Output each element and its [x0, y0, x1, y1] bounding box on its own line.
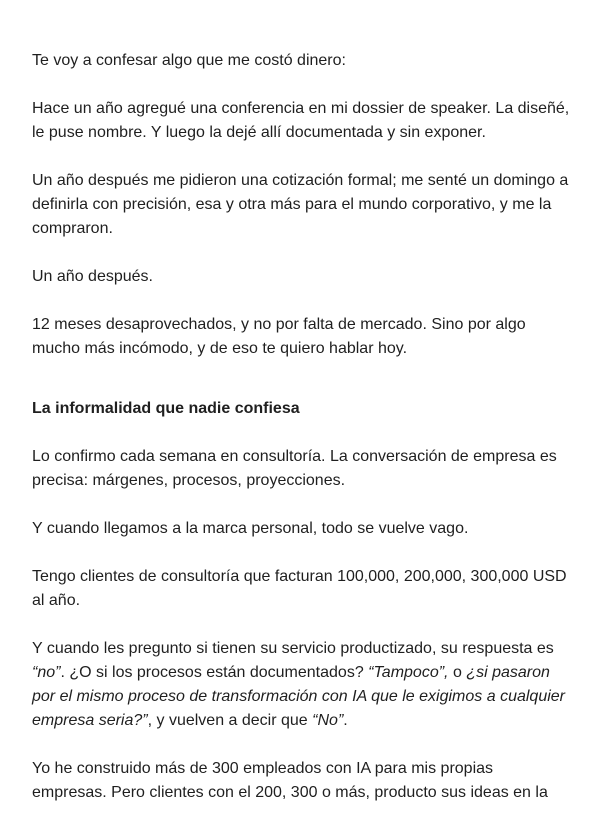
intro-paragraph-2: Hace un año agregué una conferencia en mi dossier de speaker. La diseñé, le puse nombre. Y luego la dejé allí documentada y sin exponer. [32, 100, 570, 141]
section-heading: La informalidad que nadie confiesa [32, 400, 300, 417]
article-body [32, 49, 572, 829]
quote-ia-question: ¿si pasaron por el mismo proceso de transformación con IA que le exigimos a cualquier empresa seria?” [32, 664, 565, 729]
section-paragraph-3: Tengo clientes de consultoría que facturan 100,000, 200,000, 300,000 USD al año. [32, 568, 567, 609]
quote-no-2: “No” [312, 712, 344, 729]
quote-tampoco: “Tampoco”, [368, 664, 449, 681]
quote-no: “no” [32, 664, 61, 681]
section-paragraph-2: Y cuando llegamos a la marca personal, todo se vuelve vago. [32, 520, 469, 537]
text-span: . [343, 712, 348, 729]
text-span: , y vuelven a decir que [147, 712, 313, 729]
intro-paragraph-4: Un año después. [32, 268, 153, 285]
section-paragraph-4 [32, 637, 572, 733]
intro-paragraph-5: 12 meses desaprovechados, y no por falta de mercado. Sino por algo mucho más incómodo, y de eso te quiero hablar hoy. [32, 316, 526, 357]
intro-paragraph-3: Un año después me pidieron una cotización formal; me senté un domingo a definirla con precisión, esa y otra más para el mundo corporativo, y me la compraron. [32, 172, 569, 237]
text-span: o [448, 664, 467, 681]
intro-paragraph-1: Te voy a confesar algo que me costó dinero: [32, 52, 346, 69]
text-span: Y cuando les pregunto si tienen su servicio productizado, su respuesta es [32, 640, 554, 657]
section-paragraph-5: Yo he construido más de 300 empleados con IA para mis propias empresas. Pero clientes con el 200, 300 o más, producto sus ideas en la [32, 760, 548, 801]
section-paragraph-1: Lo confirmo cada semana en consultoría. La conversación de empresa es precisa: márgenes, procesos, proyecciones. [32, 448, 557, 489]
text-span: . ¿O si los procesos están documentados? [60, 664, 369, 681]
